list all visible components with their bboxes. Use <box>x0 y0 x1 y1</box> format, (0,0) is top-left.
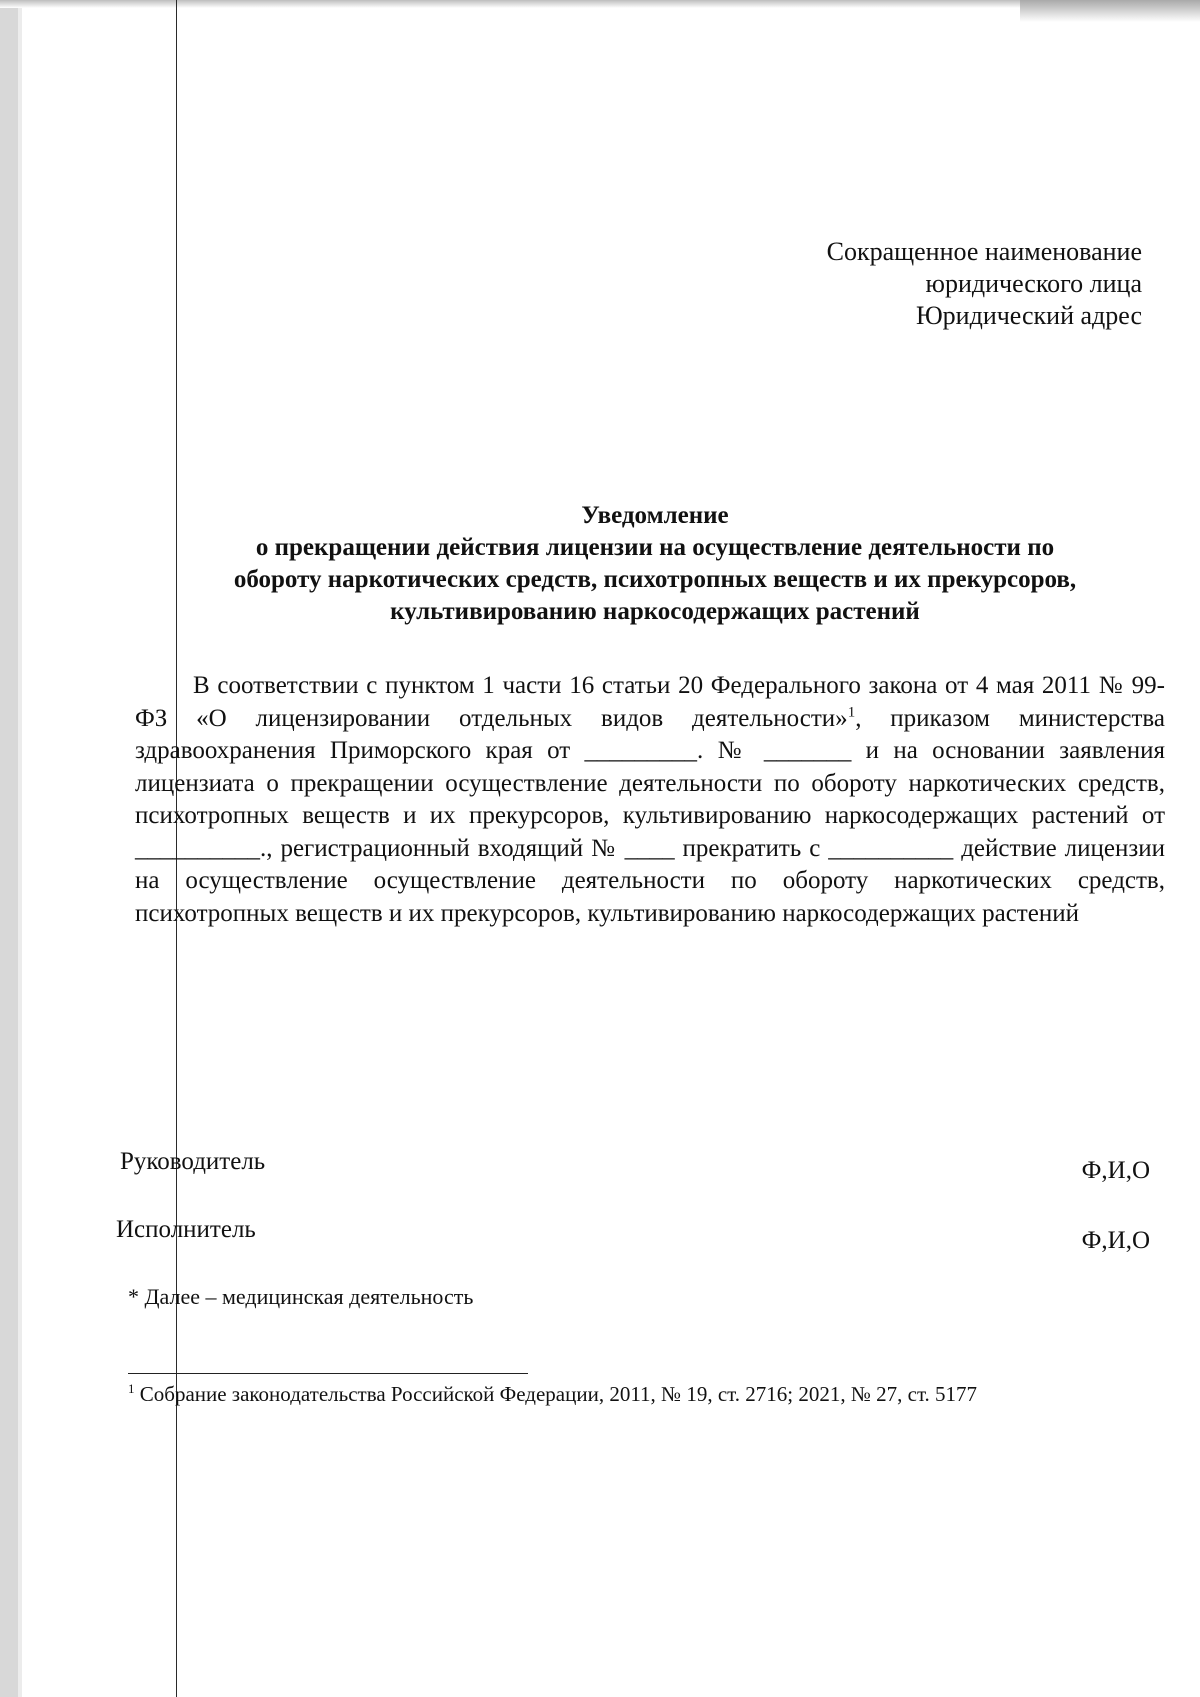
addressee-short-name: Сокращенное наименование <box>826 237 1142 266</box>
executor-label: Исполнитель <box>116 1216 256 1243</box>
document-title <box>150 500 1160 628</box>
scan-left-edge <box>18 0 22 1697</box>
footnote-separator <box>128 1373 528 1374</box>
note-text: * Далее – медицинская деятельность <box>128 1284 474 1309</box>
title-line-4: культивированию наркосодержащих растений <box>390 598 920 625</box>
footnote-text: Собрание законодательства Российской Федерации, 2011, № 19, ст. 2716; 2021, № 27, ст. 5177 <box>134 1382 978 1406</box>
title-line-1: Уведомление <box>581 502 729 529</box>
executor-name: Ф,И,О <box>1081 1227 1150 1254</box>
addressee-legal-entity: юридического лица <box>925 269 1142 298</box>
head-label: Руководитель <box>120 1148 266 1175</box>
head-name: Ф,И,О <box>1081 1157 1150 1184</box>
addressee-legal-address: Юридический адрес <box>915 301 1142 330</box>
body-paragraph <box>135 670 1165 930</box>
scan-left-margin <box>0 0 18 1697</box>
footnote <box>128 1380 977 1408</box>
title-line-3: обороту наркотических средств, психотропных веществ и их прекурсоров, <box>233 566 1077 593</box>
scan-top-right-shadow <box>1020 0 1200 22</box>
body-part-2: , приказом министерства здравоохранения Приморского края от _________. № _______ и на основании заявления лицензиата о прекращении осуществление деятельности по обороту наркотических средств, психотропных веществ и их прекурсоров, культивированию наркосодержащих растений от __________., регистрационный входящий № ____ прекратить с __________ действие лицензии на осуществление осуществление деятельности по обороту наркотических средств, психотропных веществ и их прекурсоров, культивированию наркосодержащих растений <box>135 704 1165 927</box>
title-line-2: о прекращении действия лицензии на осуществление деятельности по <box>255 534 1055 561</box>
body-part-1: В соответствии с пунктом 1 части 16 статьи 20 Федерального закона от 4 мая 2011 № 99-ФЗ «О лицензировании отдельных видов деятельности» <box>135 672 1165 732</box>
footnote-marker: 1 <box>128 1381 135 1396</box>
footnote-reference: 1 <box>847 704 856 721</box>
addressee-block <box>642 236 1142 332</box>
